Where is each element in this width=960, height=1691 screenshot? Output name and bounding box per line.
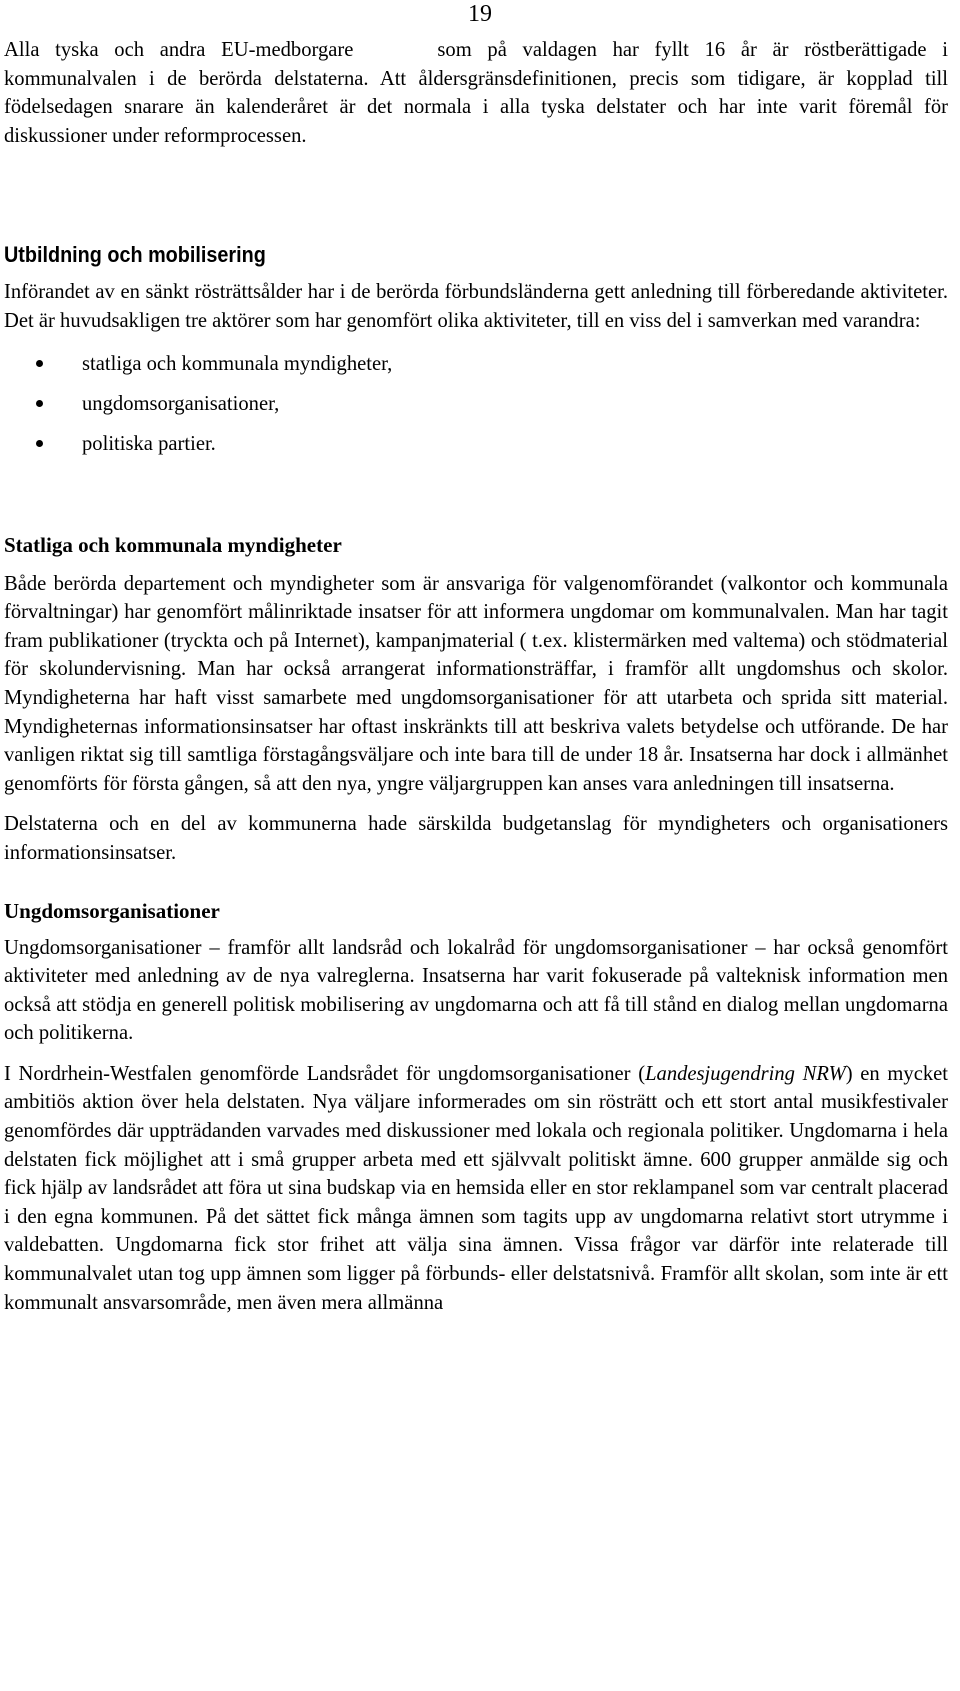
organisation-name-italic: Landesjugendring NRW: [645, 1062, 846, 1085]
actor-list: [4, 350, 948, 470]
list-item: politiska partier.: [4, 430, 948, 470]
page-number: 19: [468, 1, 492, 27]
section3-paragraph1: Ungdomsorganisationer – framför allt landsråd och lokalråd för ungdomsorganisationer – har också genomfört aktiviteter med anledning av de nya valreglerna. Insatserna har varit fokuserade på valteknisk information men också att stödja en generell politisk mobilisering av ungdomarna och att få till stånd en dialog mellan ungdomarna och politikerna.: [4, 936, 948, 1045]
intro-part2: som på valdagen har fyllt 16 år är röstberättigade i kommunalvalen i de berörda delstaterna. Att åldersgränsdefinitionen, precis som tidigare, är kopplad till födelsedagen snarare än kalenderåret är det normala i alla tyska delstater och har inte varit föremål för diskussioner under reformprocessen.: [4, 39, 948, 147]
list-item: ungdomsorganisationer,: [4, 390, 948, 430]
intro-part1: Alla tyska och andra EU-medborgare: [4, 39, 354, 61]
page-content: [4, 36, 948, 1317]
section2-paragraph2: Delstaterna och en del av kommunerna hade särskilda budgetanslag för myndigheters och organisationers informationsinsatser.: [4, 813, 948, 864]
bullet-icon: [36, 400, 43, 407]
bullet-icon: [36, 360, 43, 367]
bullet-icon: [36, 440, 43, 447]
section-heading-myndigheter: Statliga och kommunala myndigheter: [4, 532, 342, 557]
section-heading-utbildning: Utbildning och mobilisering: [4, 242, 266, 268]
section2-paragraph1: Både berörda departement och myndigheter som är ansvariga för valgenomförandet (valkontor och kommunala förvaltningar) har genomfört målinriktade insatser för att informera ungdomar om kommunalvalen. Man har tagit fram publikationer (tryckta och på Internet), kampanjmaterial ( t.ex. klistermärken med valtema) och stödmaterial för skolundervisning. Man har också arrangerat informationsträffar, i framför allt ungdomshus och skolor. Myndigheterna har haft visst samarbete med ungdomsorganisationer för att utarbeta och sprida sitt material. Myndigheternas informationsinsatser har oftast inskränkts till att beskriva valets betydelse och utförande. De har vanligen riktat sig till samtliga förstagångsväljare och inte bara till de under 18 år. Insatserna har dock i allmänhet genomförts för första gången, så att den nya, yngre väljargruppen kan anses vara anledningen till insatserna.: [4, 572, 948, 795]
section1-paragraph: Införandet av en sänkt rösträttsålder har i de berörda förbundsländerna gett anledning till förberedande aktiviteter. Det är huvudsakligen tre aktörer som har genomfört olika aktiviteter, till en viss del i samverkan med varandra:: [4, 281, 948, 332]
intro-paragraph: [4, 36, 948, 150]
section3-paragraph2: I Nordrhein-Westfalen genomförde Landsrådet för ungdomsorganisationer (Landesjugendring NRW) en mycket ambitiös aktion över hela delstaten. Nya väljare informerades om sin rösträtt och ett stort antal musikfestivaler genomfördes där uppträdanden varvades med diskussioner med lokala och regionala politiker. Ungdomarna i hela delstaten fick möjlighet att i små grupper arbeta med ett självvalt politiskt ämne. 600 grupper anmälde sig och fick hjälp av landsrådet att föra ut sina budskap via en hemsida eller en stor reklampanel som var centralt placerad i den egna kommunen. På det sättet fick många ämnen som tagits upp av ungdomarna relativt stort utrymme i valdebatten. Ungdomarna fick stor frihet att välja sina ämnen. Vissa frågor var därför inte relaterade till kommunalvalet utan tog upp ämnen som ligger på förbunds- eller delstatsnivå. Framför allt skolan, som inte är ett kommunalt ansvarsområde, men även mera allmänna: [4, 1062, 948, 1314]
list-item: statliga och kommunala myndigheter,: [4, 350, 948, 390]
section-heading-ungdomsorganisationer: Ungdomsorganisationer: [4, 898, 220, 923]
